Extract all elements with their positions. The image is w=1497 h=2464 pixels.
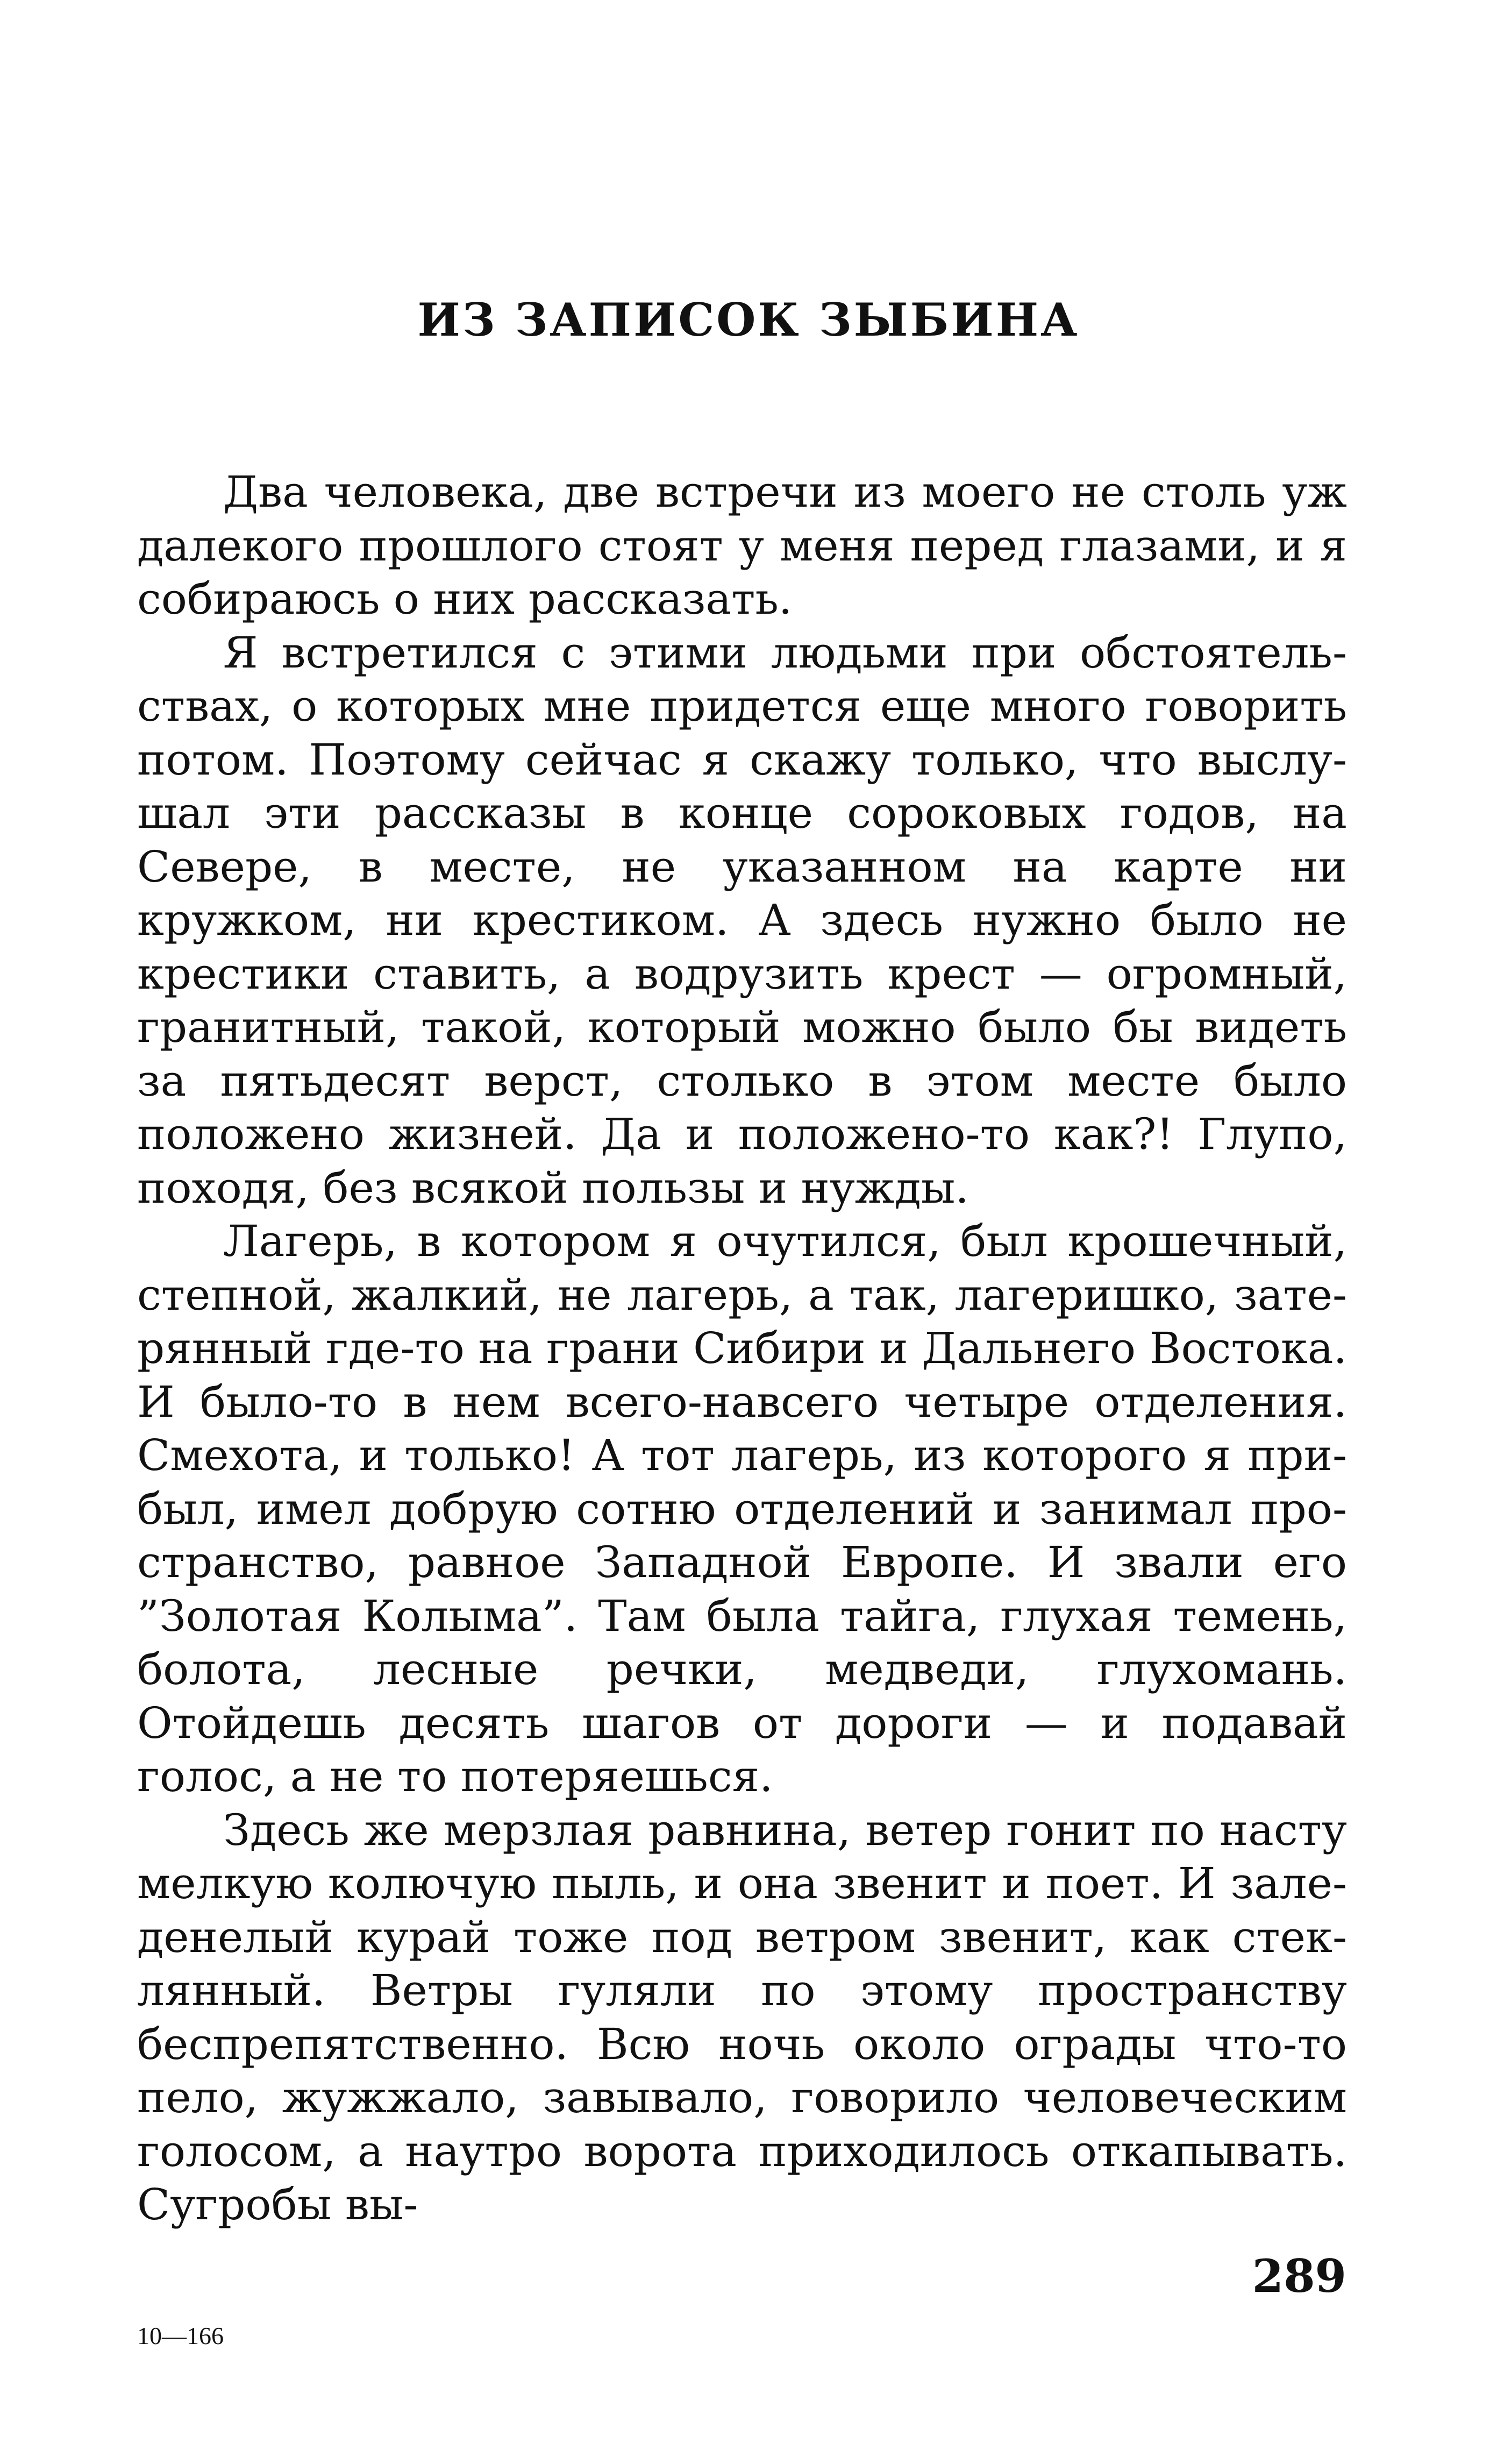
body-text — [137, 465, 1347, 2232]
printer-signature-mark: 10—166 — [137, 2322, 224, 2349]
paragraph: Два человека, две встречи из моего не столь уж далекого прошлого стоят у меня перед глазами, и я собираюсь о них рассказать. — [137, 467, 1347, 624]
paragraph: Здесь же мерзлая равнина, ветер гонит по насту мелкую колючую пыль, и она звенит и поет. И заледенелый курай тоже под ветром звенит, как стеклянный. Ветры гуляли по этому пространству беспрепятственно. Всю ночь около ограды что-то пело, жужжало, завывало, говорило человеческим голосом, а наутро ворота приходилось откапывать. Сугробы вы- — [137, 1805, 1347, 2229]
page-number: 289 — [1252, 2249, 1346, 2303]
paragraph: Лагерь, в котором я очутился, был крошечный, степной, жалкий, не лагерь, а так, лагеришко, затерянный где-то на грани Сибири и Дальнего Востока. И было-то в нем всего-навсего четыре отделения. Смехота, и только! А тот лагерь, из которого я прибыл, имел добрую сотню отделений и занимал пространство, равное Западной Европе. И звали его ”Золотая Колыма”. Там была тайга, глухая темень, болота, лесные речки, медведи, глухомань. Отойдешь десять шагов от дороги — и подавай голос, а не то потеряешься. — [137, 1216, 1347, 1801]
chapter-title: ИЗ ЗАПИСОК ЗЫБИНА — [417, 293, 1080, 346]
paragraph: Я встретился с этими людьми при обстоятельствах, о которых мне придется еще много говорить потом. Поэтому сейчас я скажу только, что выслушал эти рассказы в конце сороковых годов, на Севере, в месте, не указанном на карте ни кружком, ни крестиком. А здесь нужно было не крестики ставить, а водрузить крест — огромный, гранитный, такой, который можно было бы видеть за пятьдесят верст, столько в этом месте было положено жизней. Да и положено-то как?! Глупо, походя, без всякой пользы и нужды. — [137, 627, 1347, 1213]
